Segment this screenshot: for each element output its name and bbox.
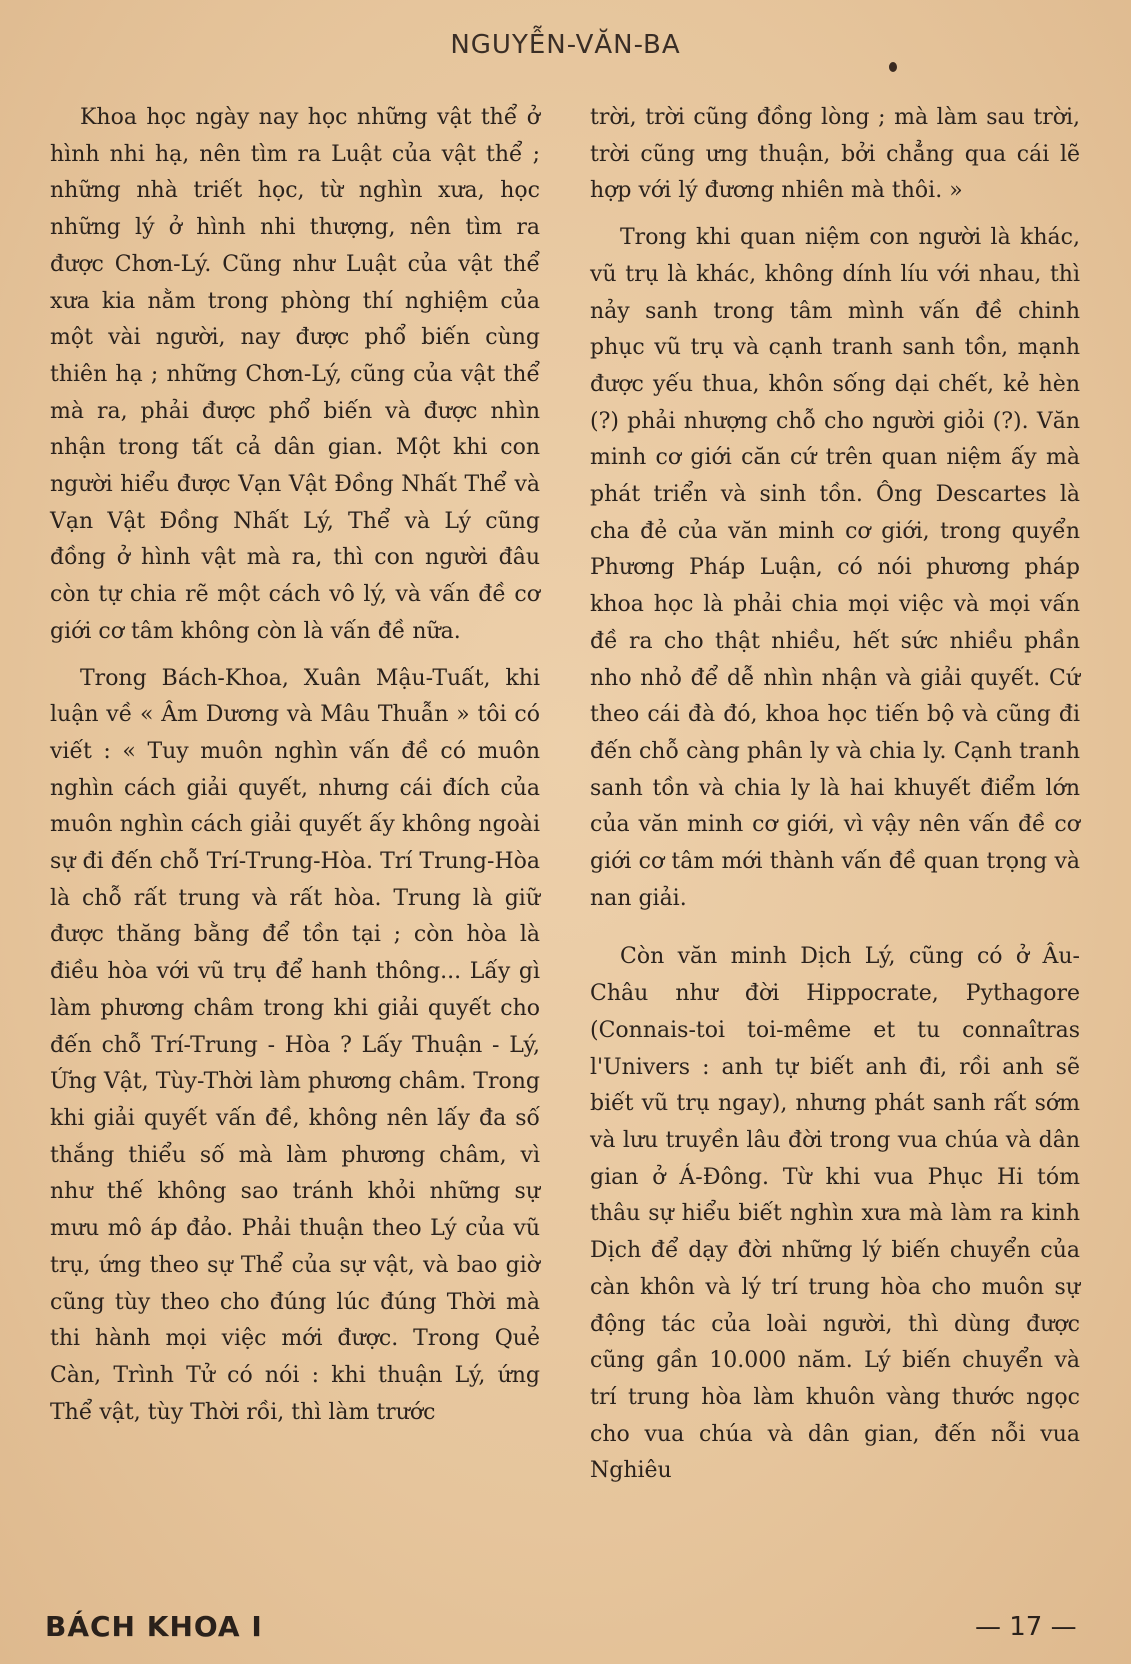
right-paragraph-3: Còn văn minh Dịch Lý, cũng có ở Âu-Châu như đời Hippocrate, Pythagore (Connais-toi toi-même et tu connaîtras l'Univers : anh tự biết anh đi, rồi anh sẽ biết vũ trụ ngay), nhưng phát sanh rất sớm và lưu truyền lâu đời trong vua chúa và dân gian ở Á-Đông. Từ khi vua Phục Hi tóm thâu sự hiểu biết nghìn xưa mà làm ra kinh Dịch để dạy đời những lý biến chuyển của càn khôn và lý trí trung hòa cho muôn sự động tác của loài người, thì dùng được cũng gần 10.000 năm. Lý biến chuyển và trí trung hòa làm khuôn vàng thước ngọc cho vua chúa và dân gian, đến nỗi vua Nghiêu bbox=[590, 944, 1080, 1484]
left-paragraph-1: Khoa học ngày nay học những vật thể ở hình nhi hạ, nên tìm ra Luật của vật thể ; những nhà triết học, từ nghìn xưa, học những lý ở hình nhi thượng, nên tìm ra được Chơn-Lý. Cũng như Luật của vật thể xưa kia nằm trong phòng thí nghiệm của một vài người, nay được phổ biến cùng thiên hạ ; những Chơn-Lý, cũng của vật thể mà ra, phải được phổ biến và được nhìn nhận trong tất cả dân gian. Một khi con người hiểu được Vạn Vật Đồng Nhất Thể và Vạn Vật Đồng Nhất Lý, Thể và Lý cũng đồng ở hình vật mà ra, thì con người đâu còn tự chia rẽ một cách vô lý, và vấn đề cơ giới cơ tâm không còn là vấn đề nữa. bbox=[50, 105, 540, 644]
ink-speck bbox=[889, 62, 897, 72]
publication-name: BÁCH KHOA I bbox=[45, 1610, 263, 1643]
right-paragraph-1: trời, trời cũng đồng lòng ; mà làm sau trời, trời cũng ưng thuận, bởi chẳng qua cái lẽ hợp với lý đương nhiên mà thôi. » bbox=[590, 105, 1080, 204]
running-title: NGUYỄN-VĂN-BA bbox=[450, 30, 681, 60]
left-paragraph-2: Trong Bách-Khoa, Xuân Mậu-Tuất, khi luận về « Âm Dương và Mâu Thuẫn » tôi có viết : « Tuy muôn nghìn vấn đề có muôn nghìn cách giải quyết, nhưng cái đích của muôn nghìn cách giải quyết ấy không ngoài sự đi đến chỗ Trí-Trung-Hòa. Trí Trung-Hòa là chỗ rất trung và rất hòa. Trung là giữ được thăng bằng để tồn tại ; còn hòa là điều hòa với vũ trụ để hanh thông... Lấy gì làm phương châm trong khi giải quyết cho đến chỗ Trí-Trung - Hòa ? Lấy Thuận - Lý, Ứng Vật, Tùy-Thời làm phương châm. Trong khi giải quyết vấn đề, không nên lấy đa số thắng thiểu số mà làm phương châm, vì như thế không sao tránh khỏi những sự mưu mô áp đảo. Phải thuận theo Lý của vũ trụ, ứng theo sự Thể của sự vật, và bao giờ cũng tùy theo cho đúng lúc đúng Thời mà thi hành mọi việc mới được. Trong Quẻ Càn, Trình Tử có nói : khi thuận Lý, ứng Thể vật, tùy Thời rồi, thì làm trước bbox=[50, 665, 540, 1425]
left-column bbox=[50, 100, 540, 1431]
right-paragraph-2: Trong khi quan niệm con người là khác, vũ trụ là khác, không dính líu với nhau, thì nảy sanh trong tâm mình vấn đề chinh phục vũ trụ và cạnh tranh sanh tồn, mạnh được yếu thua, khôn sống dại chết, kẻ hèn (?) phải nhượng chỗ cho người giỏi (?). Văn minh cơ giới căn cứ trên quan niệm ấy mà phát triển và sinh tồn. Ông Descartes là cha đẻ của văn minh cơ giới, trong quyển Phương Pháp Luận, có nói phương pháp khoa học là phải chia mọi việc và mọi vấn đề ra cho thật nhiều, hết sức nhiều phần nho nhỏ để dễ nhìn nhận và giải quyết. Cứ theo cái đà đó, khoa học tiến bộ và cũng đi đến chỗ càng phân ly và chia ly. Cạnh tranh sanh tồn và chia ly là hai khuyết điểm lớn của văn minh cơ giới, vì vậy nên vấn đề cơ giới cơ tâm mới thành vấn đề quan trọng và nan giải. bbox=[590, 225, 1080, 911]
page-number: — 17 — bbox=[975, 1612, 1077, 1642]
right-column bbox=[590, 100, 1080, 1490]
